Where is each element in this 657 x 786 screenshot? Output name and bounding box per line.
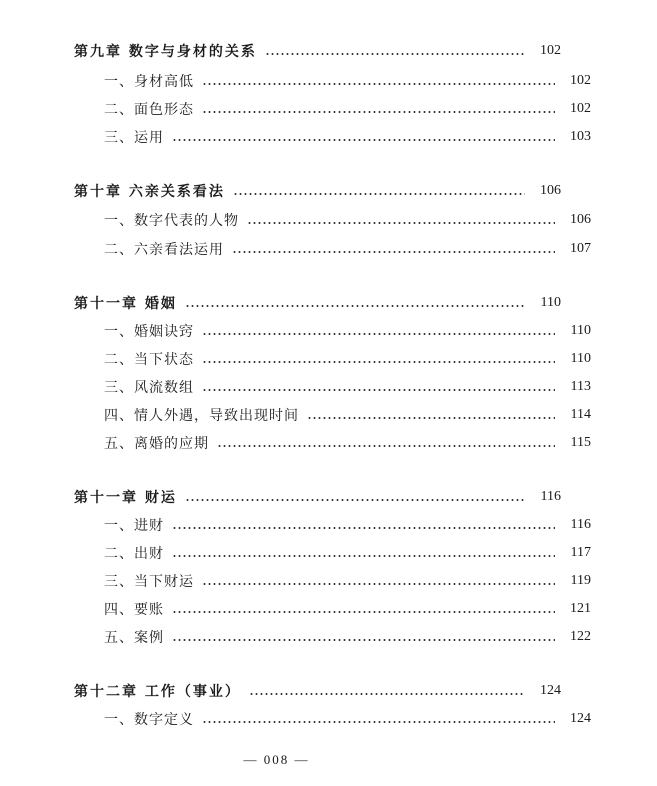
page-footer-number: — 008 — [243, 752, 310, 767]
dot-leader [247, 222, 555, 224]
toc-page-number: 110 [540, 295, 561, 310]
dot-leader [202, 583, 555, 585]
toc-label: 第十一章 婚姻 [74, 296, 177, 312]
toc-chapter-11[interactable] [0, 292, 627, 314]
dot-leader [202, 111, 555, 113]
toc-chapter-12[interactable] [0, 680, 627, 702]
toc-section[interactable] [0, 98, 657, 120]
dot-leader [172, 639, 555, 641]
toc-label: 一、身材高低 [104, 74, 194, 90]
toc-label: 一、进财 [104, 518, 164, 534]
toc-page-number: 106 [540, 183, 561, 198]
toc-label: 五、离婚的应期 [104, 436, 209, 452]
dot-leader [202, 721, 555, 723]
dot-leader [307, 417, 555, 419]
toc-section[interactable] [0, 238, 657, 260]
dot-leader [233, 193, 525, 195]
toc-page-number: 121 [570, 601, 591, 616]
toc-section[interactable] [0, 70, 657, 92]
toc-section[interactable] [0, 432, 657, 454]
toc-page-number: 116 [540, 489, 561, 504]
toc-section[interactable] [0, 708, 657, 730]
toc-label: 四、要账 [104, 602, 164, 618]
toc-section[interactable] [0, 404, 657, 426]
toc-label: 四、情人外遇，导致出现时间 [104, 408, 299, 424]
toc-label: 三、运用 [104, 130, 164, 146]
toc-label: 三、当下财运 [104, 574, 194, 590]
toc-page-number: 124 [570, 711, 591, 726]
toc-page-number: 102 [570, 101, 591, 116]
toc-label: 一、数字定义 [104, 712, 194, 728]
toc-label: 一、数字代表的人物 [104, 213, 239, 229]
dot-leader [217, 445, 555, 447]
toc-page-number: 103 [570, 129, 591, 144]
toc-chapter-10[interactable] [0, 180, 627, 202]
toc-chapter-11-wealth[interactable] [0, 486, 627, 508]
toc-page-number: 122 [570, 629, 591, 644]
toc-section[interactable] [0, 626, 657, 648]
toc-page-number: 110 [570, 323, 591, 338]
toc-label: 二、出财 [104, 546, 164, 562]
toc-section[interactable] [0, 348, 657, 370]
toc-label: 二、当下状态 [104, 352, 194, 368]
dot-leader [249, 693, 525, 695]
toc-label: 第十一章 财运 [74, 490, 177, 506]
dot-leader [172, 611, 555, 613]
toc-page-number: 102 [540, 43, 561, 58]
toc-page-number: 102 [570, 73, 591, 88]
toc-chapter-9[interactable] [0, 40, 627, 62]
dot-leader [172, 555, 555, 557]
dot-leader [265, 53, 525, 55]
dot-leader [202, 83, 555, 85]
toc-label: 一、婚姻诀窍 [104, 324, 194, 340]
toc-section[interactable] [0, 376, 657, 398]
toc-page-number: 106 [570, 212, 591, 227]
toc-page-number: 115 [570, 435, 591, 450]
toc-section[interactable] [0, 514, 657, 536]
toc-label: 第十章 六亲关系看法 [74, 184, 225, 200]
dot-leader [232, 251, 555, 253]
dot-leader [185, 499, 525, 501]
toc-page-number: 110 [570, 351, 591, 366]
toc-label: 第十二章 工作（事业） [74, 684, 241, 700]
toc-section[interactable] [0, 570, 657, 592]
dot-leader [202, 361, 555, 363]
toc-label: 第九章 数字与身材的关系 [74, 44, 257, 60]
dot-leader [172, 527, 555, 529]
dot-leader [202, 333, 555, 335]
toc-section[interactable] [0, 320, 657, 342]
toc-label: 二、六亲看法运用 [104, 242, 224, 258]
toc-page-number: 124 [540, 683, 561, 698]
toc-section[interactable] [0, 126, 657, 148]
toc-label: 二、面色形态 [104, 102, 194, 118]
toc-page-number: 117 [570, 545, 591, 560]
toc-page-number: 113 [570, 379, 591, 394]
dot-leader [202, 389, 555, 391]
toc-section[interactable] [0, 209, 657, 231]
toc-page-number: 107 [570, 241, 591, 256]
dot-leader [185, 305, 525, 307]
toc-page-number: 114 [570, 407, 591, 422]
toc-page-number: 119 [570, 573, 591, 588]
toc-section[interactable] [0, 542, 657, 564]
dot-leader [172, 139, 555, 141]
toc-label: 三、风流数组 [104, 380, 194, 396]
toc-section[interactable] [0, 598, 657, 620]
toc-page-number: 116 [570, 517, 591, 532]
toc-label: 五、案例 [104, 630, 164, 646]
